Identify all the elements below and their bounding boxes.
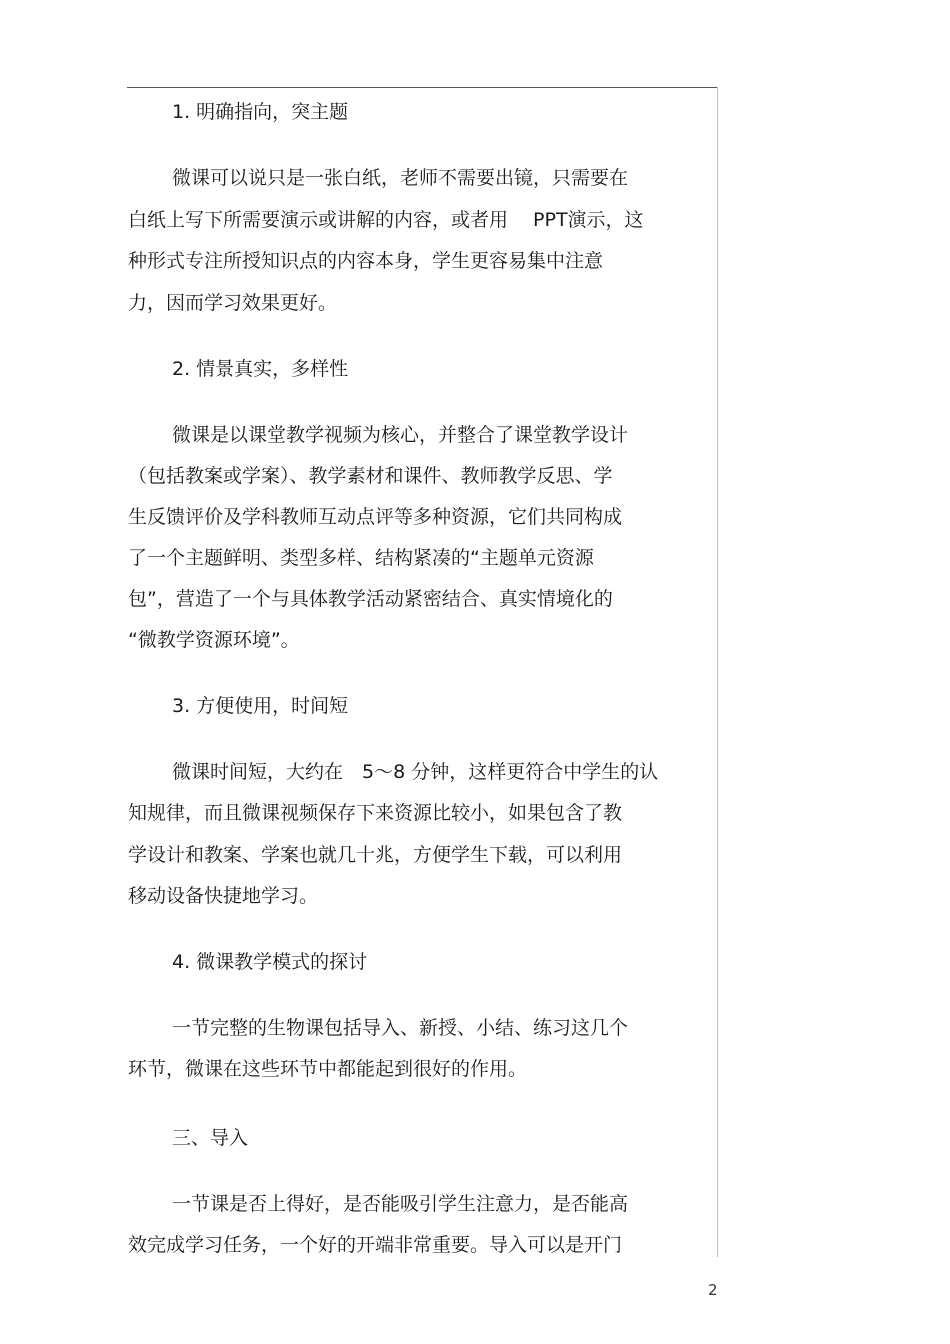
- paragraph-line: 学设计和教案、学案也就几十兆，方便学生下载，可以利用: [128, 844, 623, 866]
- paragraph-line: 了一个主题鲜明、类型多样、结构紧凑的“主题单元资源: [128, 547, 594, 569]
- section-heading-2: 2. 情景真实，多样性: [172, 358, 349, 380]
- section-heading-5: 三、导入: [172, 1127, 249, 1149]
- paragraph-line: 种形式专注所授知识点的内容本身，学生更容易集中注意: [128, 250, 604, 272]
- paragraph-line: 包”，营造了一个与具体教学活动紧密结合、真实情境化的: [128, 588, 613, 610]
- right-margin-line: [717, 87, 718, 1257]
- paragraph-line: 一节课是否上得好，是否能吸引学生注意力，是否能高: [172, 1193, 629, 1215]
- section-heading-1: 1. 明确指向，突主题: [172, 101, 349, 123]
- paragraph-line: 知规律，而且微课视频保存下来资源比较小，如果包含了教: [128, 802, 623, 824]
- section-heading-4: 4. 微课教学模式的探讨: [172, 951, 368, 973]
- paragraph-line: 移动设备快捷地学习。: [128, 885, 319, 907]
- paragraph-line: “微教学资源环境”。: [128, 629, 300, 651]
- paragraph-line: 白纸上写下所需要演示或讲解的内容，或者用 PPT演示，这: [128, 209, 644, 231]
- page-number: 2: [708, 1281, 718, 1299]
- paragraph-line: 一节完整的生物课包括导入、新授、小结、练习这几个: [172, 1017, 629, 1039]
- paragraph-line: 生反馈评价及学科教师互动点评等多种资源，它们共同构成: [128, 506, 623, 528]
- paragraph-line: 微课可以说只是一张白纸，老师不需要出镜，只需要在: [172, 167, 629, 189]
- paragraph-line: （包括教案或学案）、教学素材和课件、教师教学反思、学: [128, 465, 613, 487]
- top-divider: [127, 87, 718, 88]
- paragraph-line: 微课时间短，大约在 5～8 分钟，这样更符合中学生的认: [172, 761, 659, 783]
- paragraph-line: 效完成学习任务，一个好的开端非常重要。导入可以是开门: [128, 1234, 623, 1256]
- paragraph-line: 微课是以课堂教学视频为核心，并整合了课堂教学设计: [172, 424, 629, 446]
- section-heading-3: 3. 方便使用，时间短: [172, 695, 349, 717]
- paragraph-line: 环节，微课在这些环节中都能起到很好的作用。: [128, 1058, 528, 1080]
- paragraph-line: 力，因而学习效果更好。: [128, 292, 338, 314]
